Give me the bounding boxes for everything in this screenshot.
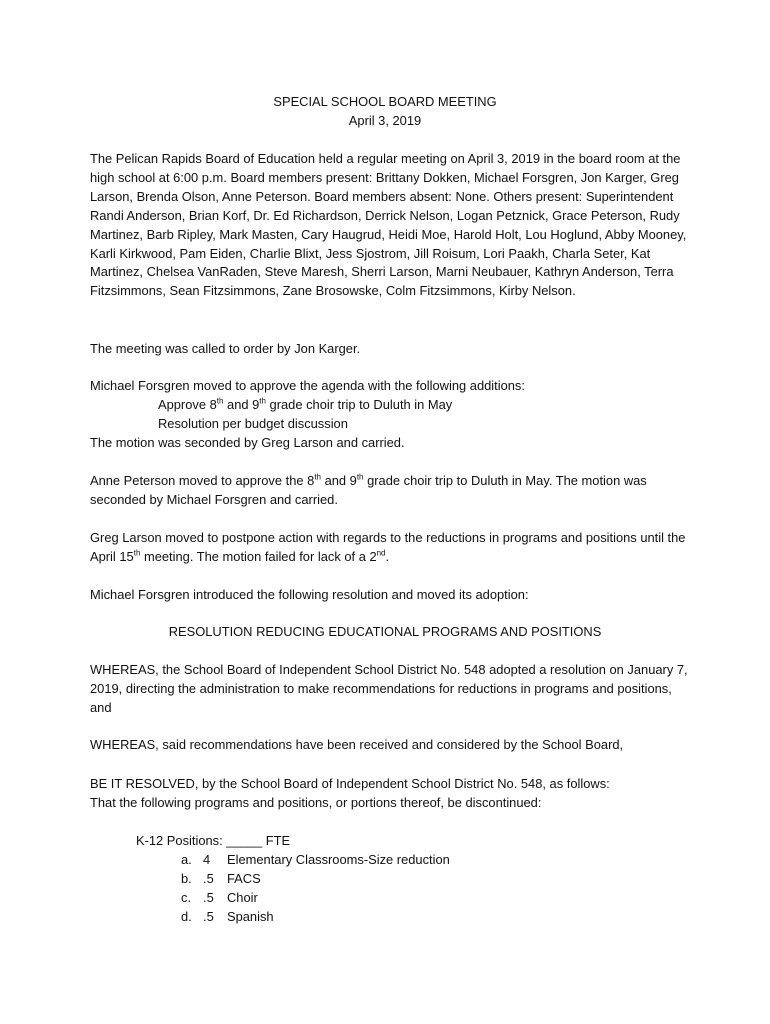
intro-paragraph: The Pelican Rapids Board of Education held a regular meeting on April 3, 2019 in the board room at the high school at 6:00 p.m. Board members present: Brittany Dokken, Michael Forsgren, Jon Karger, Greg Larson, Brenda Olson, Anne Peterson. Board members absent: None. Others present: Superintendent Randi Anderson, Brian Korf, Dr. Ed Richardson, Derrick Nelson, Logan Petznick, Grace Peterson, Rudy Martinez, Barb Ripley, Mark Masten, Cary Haugrud, Heidi Moe, Harold Holt, Lou Hoglund, Abby Mooney, Karli Kirkwood, Pam Eiden, Charlie Blixt, Jess Sjostrom, Jill Roisum, Lori Paakh, Charla Seter, Kat Martinez, Chelsea VanRaden, Steve Maresh, Sherri Larson, Marni Neubauer, Kathryn Anderson, Terra Fitzsimmons, Sean Fitzsimmons, Zane Brosowske, Colm Fitzsimmons, Kirby Nelson. — [90, 151, 687, 299]
list-item: d. .5 Spanish — [181, 909, 274, 924]
resolution-title: RESOLUTION REDUCING EDUCATIONAL PROGRAMS AND POSITIONS — [168, 624, 602, 639]
list-item: b. .5 FACS — [181, 871, 261, 886]
whereas-paragraph-2: WHEREAS, said recommendations have been received and considered by the School Board, — [90, 737, 624, 752]
resolved-line-1: BE IT RESOLVED, by the School Board of Independent School District No. 548, as follows: — [90, 776, 610, 791]
agenda-motion-intro: Michael Forsgren moved to approve the agenda with the following additions: — [90, 378, 525, 393]
positions-heading: K-12 Positions: _____ FTE — [136, 833, 291, 848]
agenda-motion-seconded: The motion was seconded by Greg Larson and carried. — [90, 435, 405, 450]
list-item: a. 4 Elementary Classrooms-Size reduction — [181, 852, 450, 867]
call-to-order: The meeting was called to order by Jon Karger. — [90, 341, 361, 356]
agenda-addition-resolution: Resolution per budget discussion — [158, 416, 348, 431]
resolution-intro: Michael Forsgren introduced the following resolution and moved its adoption: — [90, 587, 529, 602]
list-item: c. .5 Choir — [181, 890, 258, 905]
document-title: SPECIAL SCHOOL BOARD MEETING — [273, 94, 497, 109]
agenda-addition-choir: Approve 8th and 9th grade choir trip to Duluth in May — [158, 396, 453, 412]
whereas-paragraph-1: WHEREAS, the School Board of Independent School District No. 548 adopted a resolution on January 7, 2019, directing the administration to make recommendations for reductions in programs and positions, and — [90, 662, 688, 715]
meeting-date: April 3, 2019 — [348, 113, 422, 128]
postpone-motion: Greg Larson moved to postpone action with regards to the reductions in programs and positions until the April 15th meeting. The motion failed for lack of a 2nd. — [90, 530, 686, 564]
resolved-line-2: That the following programs and positions, or portions thereof, be discontinued: — [90, 795, 542, 810]
choir-trip-motion: Anne Peterson moved to approve the 8th and 9th grade choir trip to Duluth in May. The motion was seconded by Michael Forsgren and carried. — [90, 472, 647, 507]
